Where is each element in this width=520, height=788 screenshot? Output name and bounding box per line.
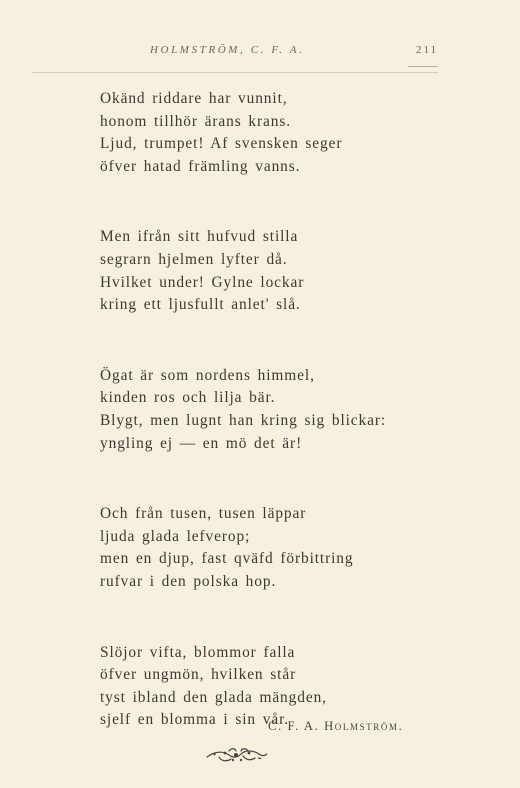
- signature-text: C. F. A. Holmström.: [268, 719, 404, 733]
- running-head: [0, 44, 520, 64]
- poem-line: Ögat är som nordens himmel,: [100, 366, 315, 384]
- poem-line: kinden ros och lilja bär.: [100, 389, 276, 407]
- poem-line: öfver ungmön, hvilken står: [100, 666, 297, 684]
- poem-line: Hvilket under! Gylne lockar: [100, 273, 305, 291]
- poem-line: Och från tusen, tusen läppar: [100, 505, 307, 523]
- poem-line: öfver hatad främling vanns.: [100, 157, 301, 175]
- poem: [100, 88, 430, 780]
- poem-line: segrarn hjelmen lyfter då.: [100, 250, 288, 268]
- running-title: HOLMSTRÖM, C. F. A.: [150, 44, 305, 56]
- page-number-underline: [408, 66, 438, 67]
- poem-line: honom tillhör ärans krans.: [100, 112, 291, 130]
- poem-line: ljuda glada lefverop;: [100, 527, 251, 545]
- poem-line: tyst ibland den glada mängden,: [100, 688, 327, 706]
- poem-line: Okänd riddare har vunnit,: [100, 90, 288, 107]
- stanza-1: [100, 88, 430, 178]
- poem-line: sjelf en blomma i sin vår.: [100, 711, 289, 729]
- author-signature: [268, 719, 403, 734]
- floral-tailpiece-icon: [205, 745, 269, 765]
- header-rule: [32, 72, 438, 73]
- poem-line: men en djup, fast qväfd förbittring: [100, 550, 354, 568]
- stanza-2: [100, 226, 430, 316]
- poem-line: Blygt, men lugnt han kring sig blickar:: [100, 411, 387, 429]
- poem-line: yngling ej — en mö det är!: [100, 434, 303, 452]
- poem-line: Ljud, trumpet! Af svensken seger: [100, 135, 343, 153]
- page-number: 211: [416, 44, 439, 56]
- stanza-4: [100, 503, 430, 593]
- poem-line: Men ifrån sitt hufvud stilla: [100, 228, 299, 246]
- stanza-3: [100, 365, 430, 455]
- poem-line: kring ett ljusfullt anlet' slå.: [100, 296, 301, 314]
- poem-line: rufvar i den polska hop.: [100, 572, 277, 590]
- poem-line: Slöjor vifta, blommor falla: [100, 643, 296, 661]
